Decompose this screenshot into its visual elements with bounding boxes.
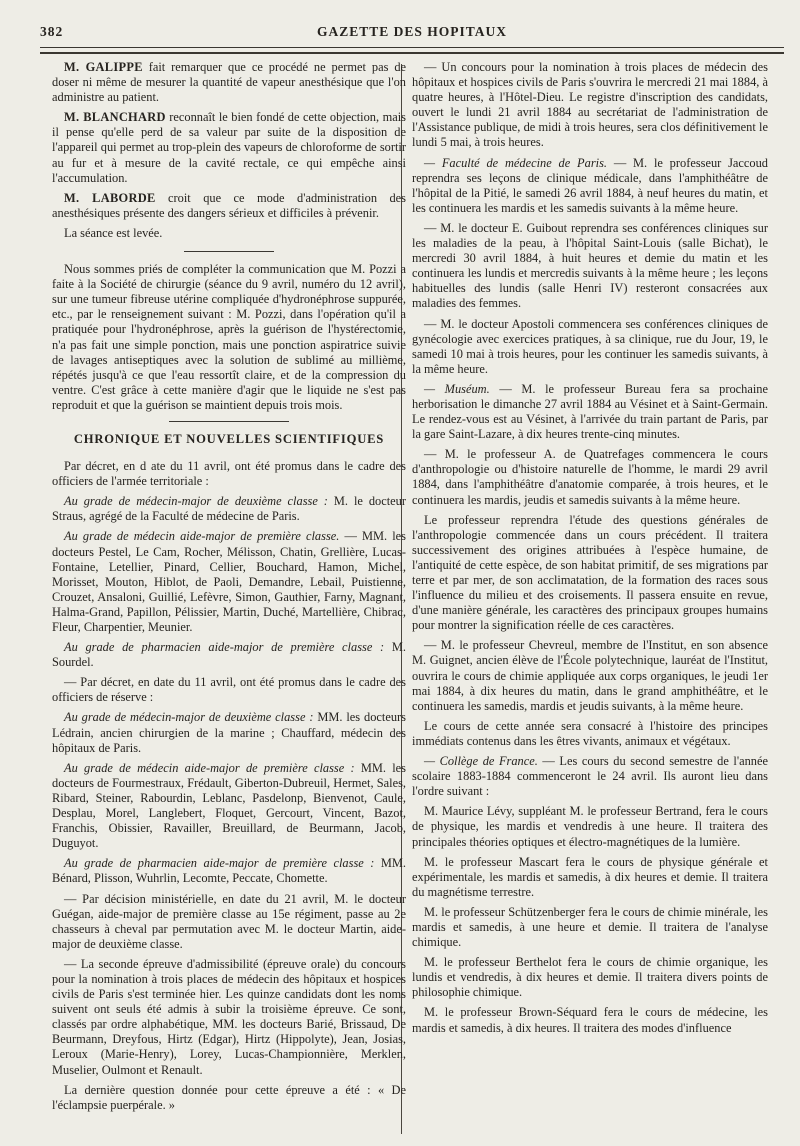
paragraph-text: croit que ce mode d'administration des anesthésiques présente des dangers sérieux et difficiles à prévenir. xyxy=(52,190,407,220)
institution-heading: — Muséum. xyxy=(424,381,490,396)
paragraph: M. le professeur Schützenberger fera le cours de chimie minérale, les mardis et samedis, à une heure et demie. Il traitera de l'analyse chimique. xyxy=(412,904,768,950)
separator-rule xyxy=(184,251,274,252)
rank-heading: Au grade de médecin aide-major de première classe. xyxy=(64,529,340,544)
paragraph: — M. le professeur Chevreul, membre de l'Institut, en son absence M. Guignet, ancien élève de l'École polytechnique, lauréat de l'Institut, ouvrira le cours de chimie appliquée aux corps organiques, le jeudi 1er mai 1884, à dix heures du matin, dans le grand amphithéâtre, et le continuera les samedis, mardis et jeudis suivants, à la même heure. xyxy=(412,638,768,713)
header-rule-thin xyxy=(40,47,784,48)
separator-rule xyxy=(169,421,289,422)
speaker-name: M. BLANCHARD xyxy=(64,110,166,125)
right-column xyxy=(412,60,768,1041)
paragraph-text: M. le docteur Straus, agrégé de la Faculté de médecine de Paris. xyxy=(52,494,406,524)
paragraph: — La seconde épreuve d'admissibilité (épreuve orale) du concours pour la nomination à trois places de médecin des hôpitaux et hospices civils de Paris s'est terminée hier. Les quinze candidats dont les noms suivent ont seuls été admis à subir la troisième épreuve. Ce sont, classés par ordre alphabétique, MM. les docteurs Barié, Brissaud, De Beurmann, Dreyfous, Hirtz (Edgar), Hirtz (Hippolyte), Jean, Josias, Leroux (Marie-Henry), Lorey, Lucas-Championnière, Merklen, Muselier, Oulmont et Renault. xyxy=(52,956,406,1077)
paragraph xyxy=(412,754,768,799)
paragraph-text: MM. Bénard, Plisson, Wuhrlin, Lecomte, Peccate, Chomette. xyxy=(52,856,407,886)
paragraph-text: reconnaît le bien fondé de cette objection, mais il pense qu'elle perd de sa valeur par suite de la disposition de l'appareil qui permet au trop-plein des vapeurs de chloroforme de sortir au fur et à mesure de la cavité rectale, ce qui empêche ainsi l'accumulation. xyxy=(52,110,406,185)
paragraph xyxy=(412,382,768,442)
paragraph xyxy=(52,494,406,524)
paragraph: La dernière question donnée pour cette épreuve a été : « De l'éclampsie puerpérale. » xyxy=(52,1082,406,1112)
rank-heading: Au grade de pharmacien aide-major de première classe : xyxy=(64,856,375,871)
paragraph xyxy=(52,761,406,852)
paragraph: M. le professeur Brown-Séquard fera le cours de médecine, les mardis et samedis, à dix heures. Il traitera des modes d'influence xyxy=(412,1005,768,1035)
paragraph: — Par décret, en date du 11 avril, ont été promus dans le cadre des officiers de réserve : xyxy=(52,675,406,705)
rank-heading: Au grade de médecin-major de deuxième classe : xyxy=(64,494,328,509)
paragraph: — Un concours pour la nomination à trois places de médecin des hôpitaux et hospices civils de Paris s'ouvrira le mercredi 21 mai 1884, à quatre heures, à l'Hôtel-Dieu. Le registre d'inscription des candidats, ouvert le lundi 21 avril 1884 au secrétariat de l'administration de l'Assistance publique, de midi à trois heures, sera clos définitivement le lundi 5 mai, à trois heures. xyxy=(412,60,768,150)
paragraph xyxy=(52,529,406,635)
paragraph: Le professeur reprendra l'étude des questions générales de l'anthropologie commencée dans un cours précédent. Il traitera successivement des origines attribuées à l'espèce humaine, de l'antiquité de cette espèce, de son habitat primitif, de ses migrations par terre et par mer, de son acclimatation, de la formation des races sous l'influence du milieu et des croisements. Il passera ensuite en revue, d'une manière générale, les caractères des principaux groupes humains pour montrer la signification réelle de ces caractères. xyxy=(412,512,768,633)
paragraph: M. Maurice Lévy, suppléant M. le professeur Bertrand, fera le cours de physique, les mardis et vendredis à une heure. Il traitera des principales théories optiques et électro-magnétiques de la lumière. xyxy=(412,804,768,849)
paragraph xyxy=(52,856,406,886)
institution-heading: — Faculté de médecine de Paris. xyxy=(424,155,608,170)
paragraph xyxy=(52,710,406,755)
speaker-name: M. LABORDE xyxy=(64,190,156,205)
paragraph: — M. le docteur Apostoli commencera ses conférences cliniques de gynécologie avec exercices pratiques, à sa clinique, rue du Jour, 19, le samedi 10 mai à trois heures, pour les continuer les samedis suivants, à la même heure. xyxy=(412,316,768,376)
paragraph: Nous sommes priés de compléter la communication que M. Pozzi a faite à la Société de chirurgie (séance du 9 avril, numéro du 12 avril), sur une tumeur fibreuse utérine compliquée d'hydronéphrose suppurée, etc., par le renseignement suivant : M. Pozzi, dans l'opération qu'il a pratiquée pour l'hydronéphrose, après la guérison de l'hystérectomie, n'a pas fait une simple ponction, mais une ponction aspiratrice suivie de lavages antiseptiques avec la solution de sublimé au millième, répétés jusqu'à ce que l'eau ressortît claire, et de la compression du ventre. C'est grâce à cette manière d'agir que le liquide ne s'est pas reproduit et que la guérison se maintient depuis trois mois. xyxy=(52,262,406,412)
paragraph: — Par décision ministérielle, en date du 21 avril, M. le docteur Guégan, aide-major de première classe au 15e régiment, passe au 2e chasseurs à cheval par permutation avec M. le docteur Martin, aide-major de deuxième classe. xyxy=(52,891,406,951)
paragraph: M. le professeur Berthelot fera le cours de chimie organique, les lundis et vendredis, à dix heures et demie. Il traitera divers points de philosophie chimique. xyxy=(412,955,768,1000)
journal-title: GAZETTE DES HOPITAUX xyxy=(316,24,508,39)
section-title: CHRONIQUE ET NOUVELLES SCIENTIFIQUES xyxy=(73,431,385,446)
institution-heading: — Collège de France. xyxy=(424,754,538,769)
paragraph-text: MM. les docteurs de Fourmestraux, Frédault, Giberton-Dubreuil, Hermet, Sales, Ribard, Steiner, Rabourdin, Leblanc, Pasdelonp, Bienvenot, Caule, Desplau, Morel, Langlebert, Floquet, Gercourt, Vincent, Bazot, Franchis, Obissier, Ravailler, Breuillard, de Beurmann, Jacob, Duguyot. xyxy=(52,760,407,851)
rank-heading: Au grade de médecin-major de deuxième classe : xyxy=(64,710,314,725)
paragraph xyxy=(52,191,406,221)
paragraph-text: M. Sourdel. xyxy=(52,640,406,670)
speaker-name: M. GALIPPE xyxy=(64,60,143,74)
paragraph-text: — MM. les docteurs Pestel, Le Cam, Rocher, Mélisson, Chatin, Grellière, Lucas-Fontaine, Letellier, Pinard, Cellier, Bouchard, Hamon, Michel, Morisset, Mouton, Hiblot, de Paoli, Demandre, Lebail, Puistienne, Crouzet, Ansaloni, Guillié, Lefèvre, Simon, Gauthier, Farny, Magnant, Halma-Grand, Papillon, Pélissier, Martin, Duché, Martellière, Chibrac, Fleur, Charpentier, Meunier. xyxy=(52,529,406,634)
paragraph xyxy=(52,60,406,105)
paragraph-text: MM. les docteurs Lédrain, ancien chirurgien de la marine ; Chauffard, médecin des hôpitaux de Paris. xyxy=(52,710,406,755)
paragraph: — M. le docteur E. Guibout reprendra ses conférences cliniques sur les maladies de la peau, à l'hôpital Saint-Louis (salle Bichat), le mercredi 30 avril 1884, à huit heures et demie du matin et les continuera les lundis et mercredis suivants à la même heure ; les leçons habituelles des lundis (salle Henri IV) resteront consacrées aux maladies des femmes. xyxy=(412,220,768,311)
paragraph-text: — M. le professeur Jaccoud reprendra ses leçons de clinique médicale, dans l'amphithéâtre de l'hôpital de la Pitié, le samedi 26 avril 1884, à neuf heures du matin, et les continuera les mardis et les samedis suivants à la même heure. xyxy=(412,155,769,215)
header-rule-thick xyxy=(40,52,784,54)
paragraph-text: — Les cours du second semestre de l'année scolaire 1883-1884 commenceront le 24 avril. Ils auront lieu dans l'ordre suivant : xyxy=(412,754,768,799)
page-number: 382 xyxy=(40,24,64,39)
paragraph-text: — M. le professeur Bureau fera sa prochaine herborisation le dimanche 27 avril 1884 au Vésinet et à Saint-Germain. Le rendez-vous est au Vésinet, à l'arrivée du train partant de Paris, par la gare Saint-Lazare, à dix heures trente-cinq minutes. xyxy=(412,381,768,442)
session-closed: La séance est levée. xyxy=(64,225,163,240)
paragraph: M. le professeur Mascart fera le cours de physique générale et expérimentale, les mardis et samedis, à dix heures et demie. Il traitera du magnétisme terrestre. xyxy=(412,854,768,899)
paragraph: Par décret, en d ate du 11 avril, ont été promus dans le cadre des officiers de l'armée territoriale : xyxy=(52,459,406,489)
left-column xyxy=(52,60,406,1118)
rank-heading: Au grade de pharmacien aide-major de première classe : xyxy=(64,640,385,655)
paragraph xyxy=(412,156,768,216)
paragraph xyxy=(52,640,406,670)
paragraph xyxy=(52,110,406,185)
rank-heading: Au grade de médecin aide-major de première classe : xyxy=(64,760,355,775)
paragraph: — M. le professeur A. de Quatrefages commencera le cours d'anthropologie ou d'histoire naturelle de l'homme, le mardi 29 avril 1884, dans l'amphithéâtre d'anatomie comparée, à trois heures, et le continuera les mardis, jeudis et samedis suivants à la même heure. xyxy=(412,447,768,507)
paragraph-text: fait remarquer que ce procédé ne permet pas de doser ni même de mesurer la quantité de vapeur anesthésique que l'on administre au patient. xyxy=(52,60,407,105)
page-header xyxy=(40,22,784,42)
paragraph: Le cours de cette année sera consacré à l'histoire des principes immédiats contenus dans les êtres vivants, animaux et végétaux. xyxy=(412,718,768,748)
